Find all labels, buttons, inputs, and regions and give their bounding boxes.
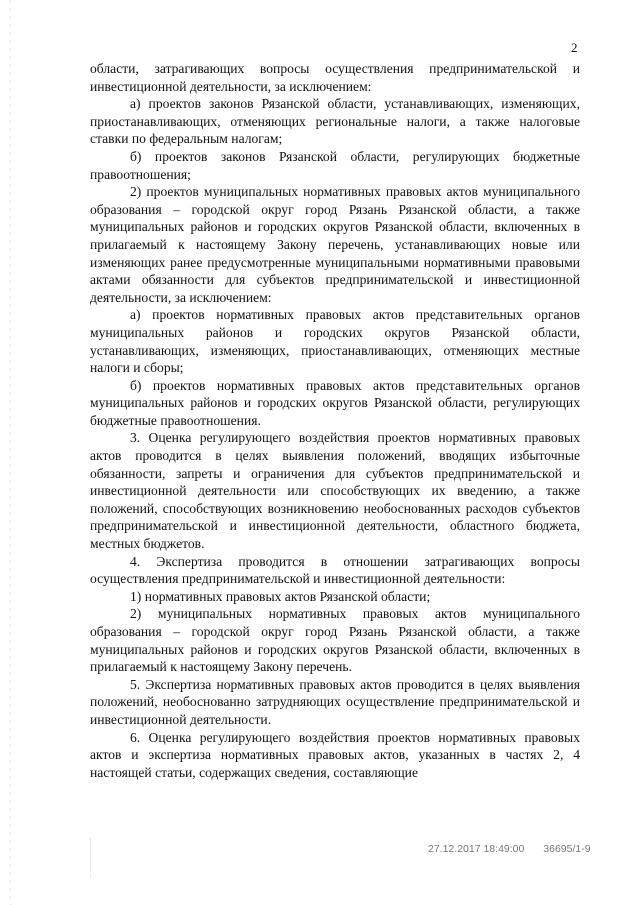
stamp-doc-id: 36695/1-9 — [543, 843, 591, 855]
paragraph: а) проектов нормативных правовых актов представительных органов муниципальных районов и городских округов Рязанской области, устанавливающих, изменяющих, приостанавливающих, отменяющих местные налоги и сборы; — [90, 307, 580, 376]
paragraph: 2) проектов муниципальных нормативных правовых актов муниципального образования – городской округ город Рязань Рязанской области, а также муниципальных районов и городских округов Рязанской области, включенных в прилагаемый к настоящему Закону перечень, устанавливающих новые или изменяющих ранее предусмотренные муниципальными нормативными правовыми актами обязанности для субъектов предпринимательской и инвестиционной деятельности, за исключением: — [90, 184, 580, 305]
paragraph: 4. Экспертиза проводится в отношении затрагивающих вопросы осуществления предпринимательской и инвестиционной деятельности: — [90, 553, 580, 587]
paragraph: а) проектов законов Рязанской области, устанавливающих, изменяющих, приостанавливающих, отменяющих региональные налоги, а также налоговые ставки по федеральным налогам; — [90, 96, 580, 147]
paragraph: 5. Экспертиза нормативных правовых актов проводится в целях выявления положений, необоснованно затрудняющих осуществление предпринимательской и инвестиционной деятельности. — [90, 676, 580, 727]
document-body — [90, 60, 580, 781]
paragraph: б) проектов нормативных правовых актов представительных органов муниципальных районов и городских округов Рязанской области, регулирующих бюджетные правоотношения. — [90, 377, 580, 428]
stamp-timestamp: 27.12.2017 18:49:00 — [428, 843, 525, 855]
paragraph: 2) муниципальных нормативных правовых актов муниципального образования – городской округ город Рязань Рязанской области, а также муниципальных районов и городских округов Рязанской области, включенных в прилагаемый к настоящему Закону перечень. — [90, 606, 580, 675]
paragraph: б) проектов законов Рязанской области, регулирующих бюджетные правоотношения; — [90, 148, 580, 182]
scan-edge — [10, 0, 11, 905]
paragraph: 6. Оценка регулирующего воздействия проектов нормативных правовых актов и экспертиза нормативных правовых актов, указанных в частях 2, 4 настоящей статьи, содержащих сведения, составляющие — [90, 729, 580, 780]
page-number: 2 — [571, 40, 578, 55]
scan-artifact — [90, 838, 111, 878]
paragraph: области, затрагивающих вопросы осуществления предпринимательской и инвестиционной деятельности, за исключением: — [90, 61, 580, 94]
paragraph: 3. Оценка регулирующего воздействия проектов нормативных правовых актов проводится в целях выявления положений, вводящих избыточные обязанности, запреты и ограничения для субъектов предпринимательской и инвестиционной деятельности или способствующих их введению, а также положений, способствующих возникновению необоснованных расходов субъектов предпринимательской и инвестиционной деятельности, областного бюджета, местных бюджетов. — [90, 430, 580, 552]
paragraph: 1) нормативных правовых актов Рязанской области; — [130, 588, 431, 604]
registration-stamp — [428, 843, 591, 855]
